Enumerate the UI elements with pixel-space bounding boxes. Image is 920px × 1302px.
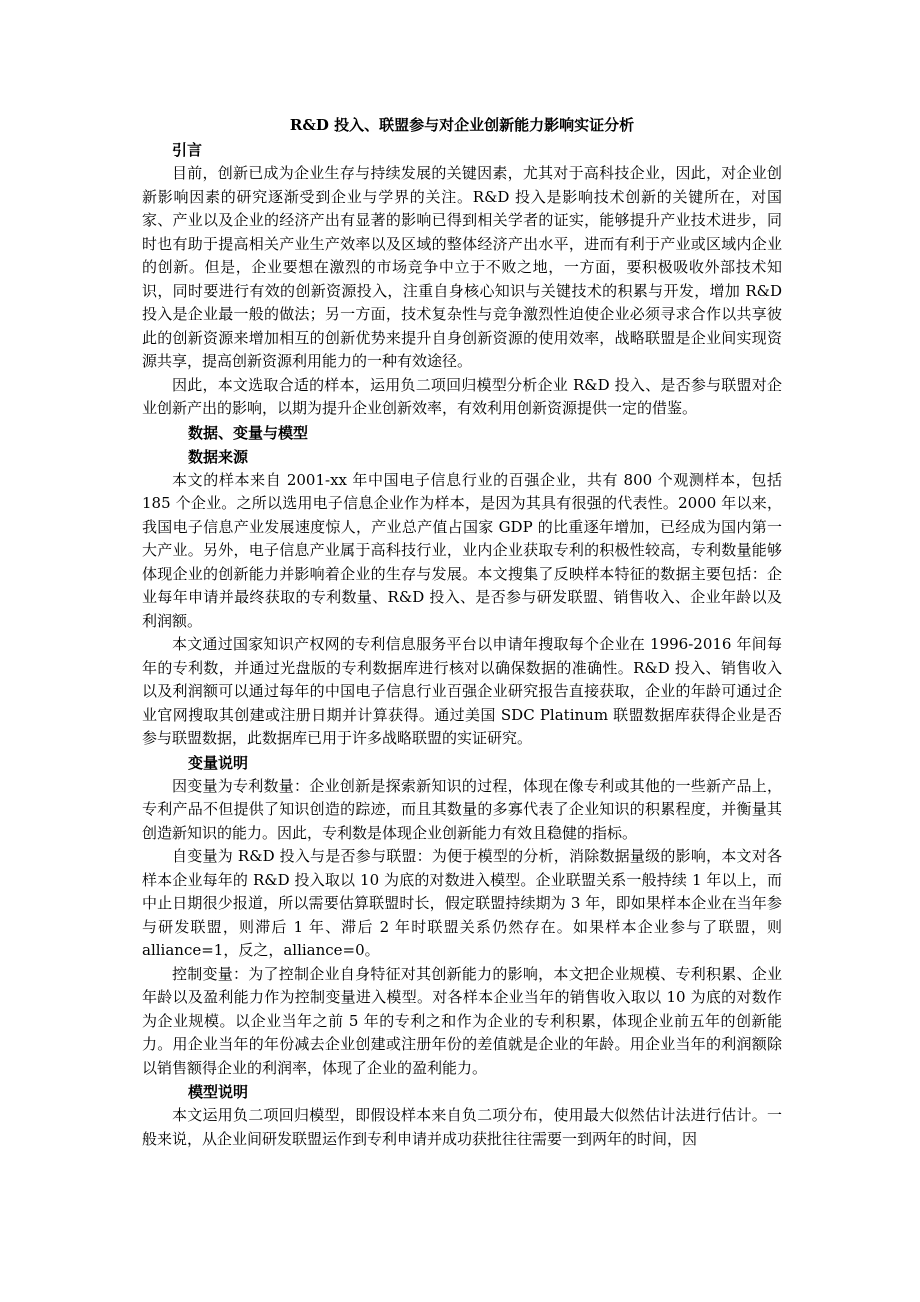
paragraph: 目前，创新已成为企业生存与持续发展的关键因素，尤其对于高科技企业，因此，对企业创新影响因素的研究逐渐受到企业与学界的关注。R&D 投入是影响技术创新的关键所在，对国家、产业以及企业的经济产出有显著的影响已得到相关学者的证实，能够提升产业技术进步，同时也有助于提高相关产业生产效率以及区域的整体经济产出水平，进而有利于产业或区域内企业的创新。但是，企业要想在激烈的市场竞争中立于不败之地，一方面，要积极吸收外部技术知识，同时要进行有效的创新资源投入，注重自身核心知识与关键技术的积累与开发，增加 R&D 投入是企业最一般的做法；另一方面，技术复杂性与竞争激烈性迫使企业必须寻求合作以共享彼此的创新资源来增加相互的创新优势来提升自身创新资源的使用效率，战略联盟是企业间实现资源共享，提高创新资源利用能力的一种有效途径。 [142, 164, 782, 370]
paragraph: 本文运用负二项回归模型，即假设样本来自负二项分布，使用最大似然估计法进行估计。一般来说，从企业间研发联盟运作到专利申请并成功获批往往需要一到两年的时间，因 [142, 1106, 782, 1148]
paragraph: 自变量为 R&D 投入与是否参与联盟：为便于模型的分析，消除数据量级的影响，本文对各样本企业每年的 R&D 投入取以 10 为底的对数进入模型。企业联盟关系一般持续 1 年以上，而中止日期很少报道，所以需要估算联盟时长，假定联盟持续期为 3 年，即如果样本企业在当年参与研发联盟，则滞后 1 年、滞后 2 年时联盟关系仍然存在。如果样本企业参与了联盟，则 alliance=1，反之，alliance=0。 [142, 847, 782, 959]
subsection-heading-model: 模型说明 [188, 1083, 249, 1101]
paragraph: 控制变量：为了控制企业自身特征对其创新能力的影响，本文把企业规模、专利积累、企业年龄以及盈利能力作为控制变量进入模型。对各样本企业当年的销售收入取以 10 为底的对数作为企业规模。以企业当年之前 5 年的专利之和作为企业的专利积累，体现企业前五年的创新能力。用企业当年的年份减去企业创建或注册年份的差值就是企业的年龄。用企业当年的利润额除以销售额得企业的利润率，体现了企业的盈利能力。 [142, 964, 782, 1077]
paragraph: 本文通过国家知识产权网的专利信息服务平台以申请年搜取每个企业在 1996-2016 年间每年的专利数，并通过光盘版的专利数据库进行核对以确保数据的准确性。R&D 投入、销售收入以及利润额可以通过每年的中国电子信息行业百强企业研究报告直接获取，企业的年龄可通过企业官网搜取其创建或注册日期并计算获得。通过美国 SDC Platinum 联盟数据库获得企业是否参与联盟数据，此数据库已用于许多战略联盟的实证研究。 [142, 635, 782, 747]
section-heading-intro: 引言 [172, 141, 203, 159]
subsection-heading-variables: 变量说明 [188, 753, 249, 772]
paragraph: 因变量为专利数量：企业创新是探索新知识的过程，体现在像专利或其他的一些新产品上，专利产品不但提供了知识创造的踪迹，而且其数量的多寡代表了企业知识的积累程度，并衡量其创造新知识的能力。因此，专利数是体现企业创新能力有效且稳健的指标。 [142, 776, 782, 842]
paragraph: 因此，本文选取合适的样本，运用负二项回归模型分析企业 R&D 投入、是否参与联盟对企业创新产出的影响，以期为提升企业创新效率，有效利用创新资源提供一定的借鉴。 [142, 375, 782, 417]
paragraph: 本文的样本来自 2001-xx 年中国电子信息行业的百强企业，共有 800 个观测样本，包括 185 个企业。之所以选用电子信息企业作为样本，是因为其具有很强的代表性。2000 年以来，我国电子信息产业发展速度惊人，产业总产值占国家 GDP 的比重逐年增加，已经成为国内第一大产业。另外，电子信息产业属于高科技行业，业内企业获取专利的积极性较高，专利数量能够体现企业的创新能力并影响着企业的生存与发展。本文搜集了反映样本特征的数据主要包括：企业每年申请并最终获取的专利数量、R&D 投入、是否参与研发联盟、销售收入、企业年龄以及利润额。 [142, 470, 782, 630]
section-heading-data: 数据、变量与模型 [188, 423, 309, 442]
subsection-heading-source: 数据来源 [188, 447, 249, 466]
document-title: R&D 投入、联盟参与对企业创新能力影响实证分析 [289, 116, 635, 134]
